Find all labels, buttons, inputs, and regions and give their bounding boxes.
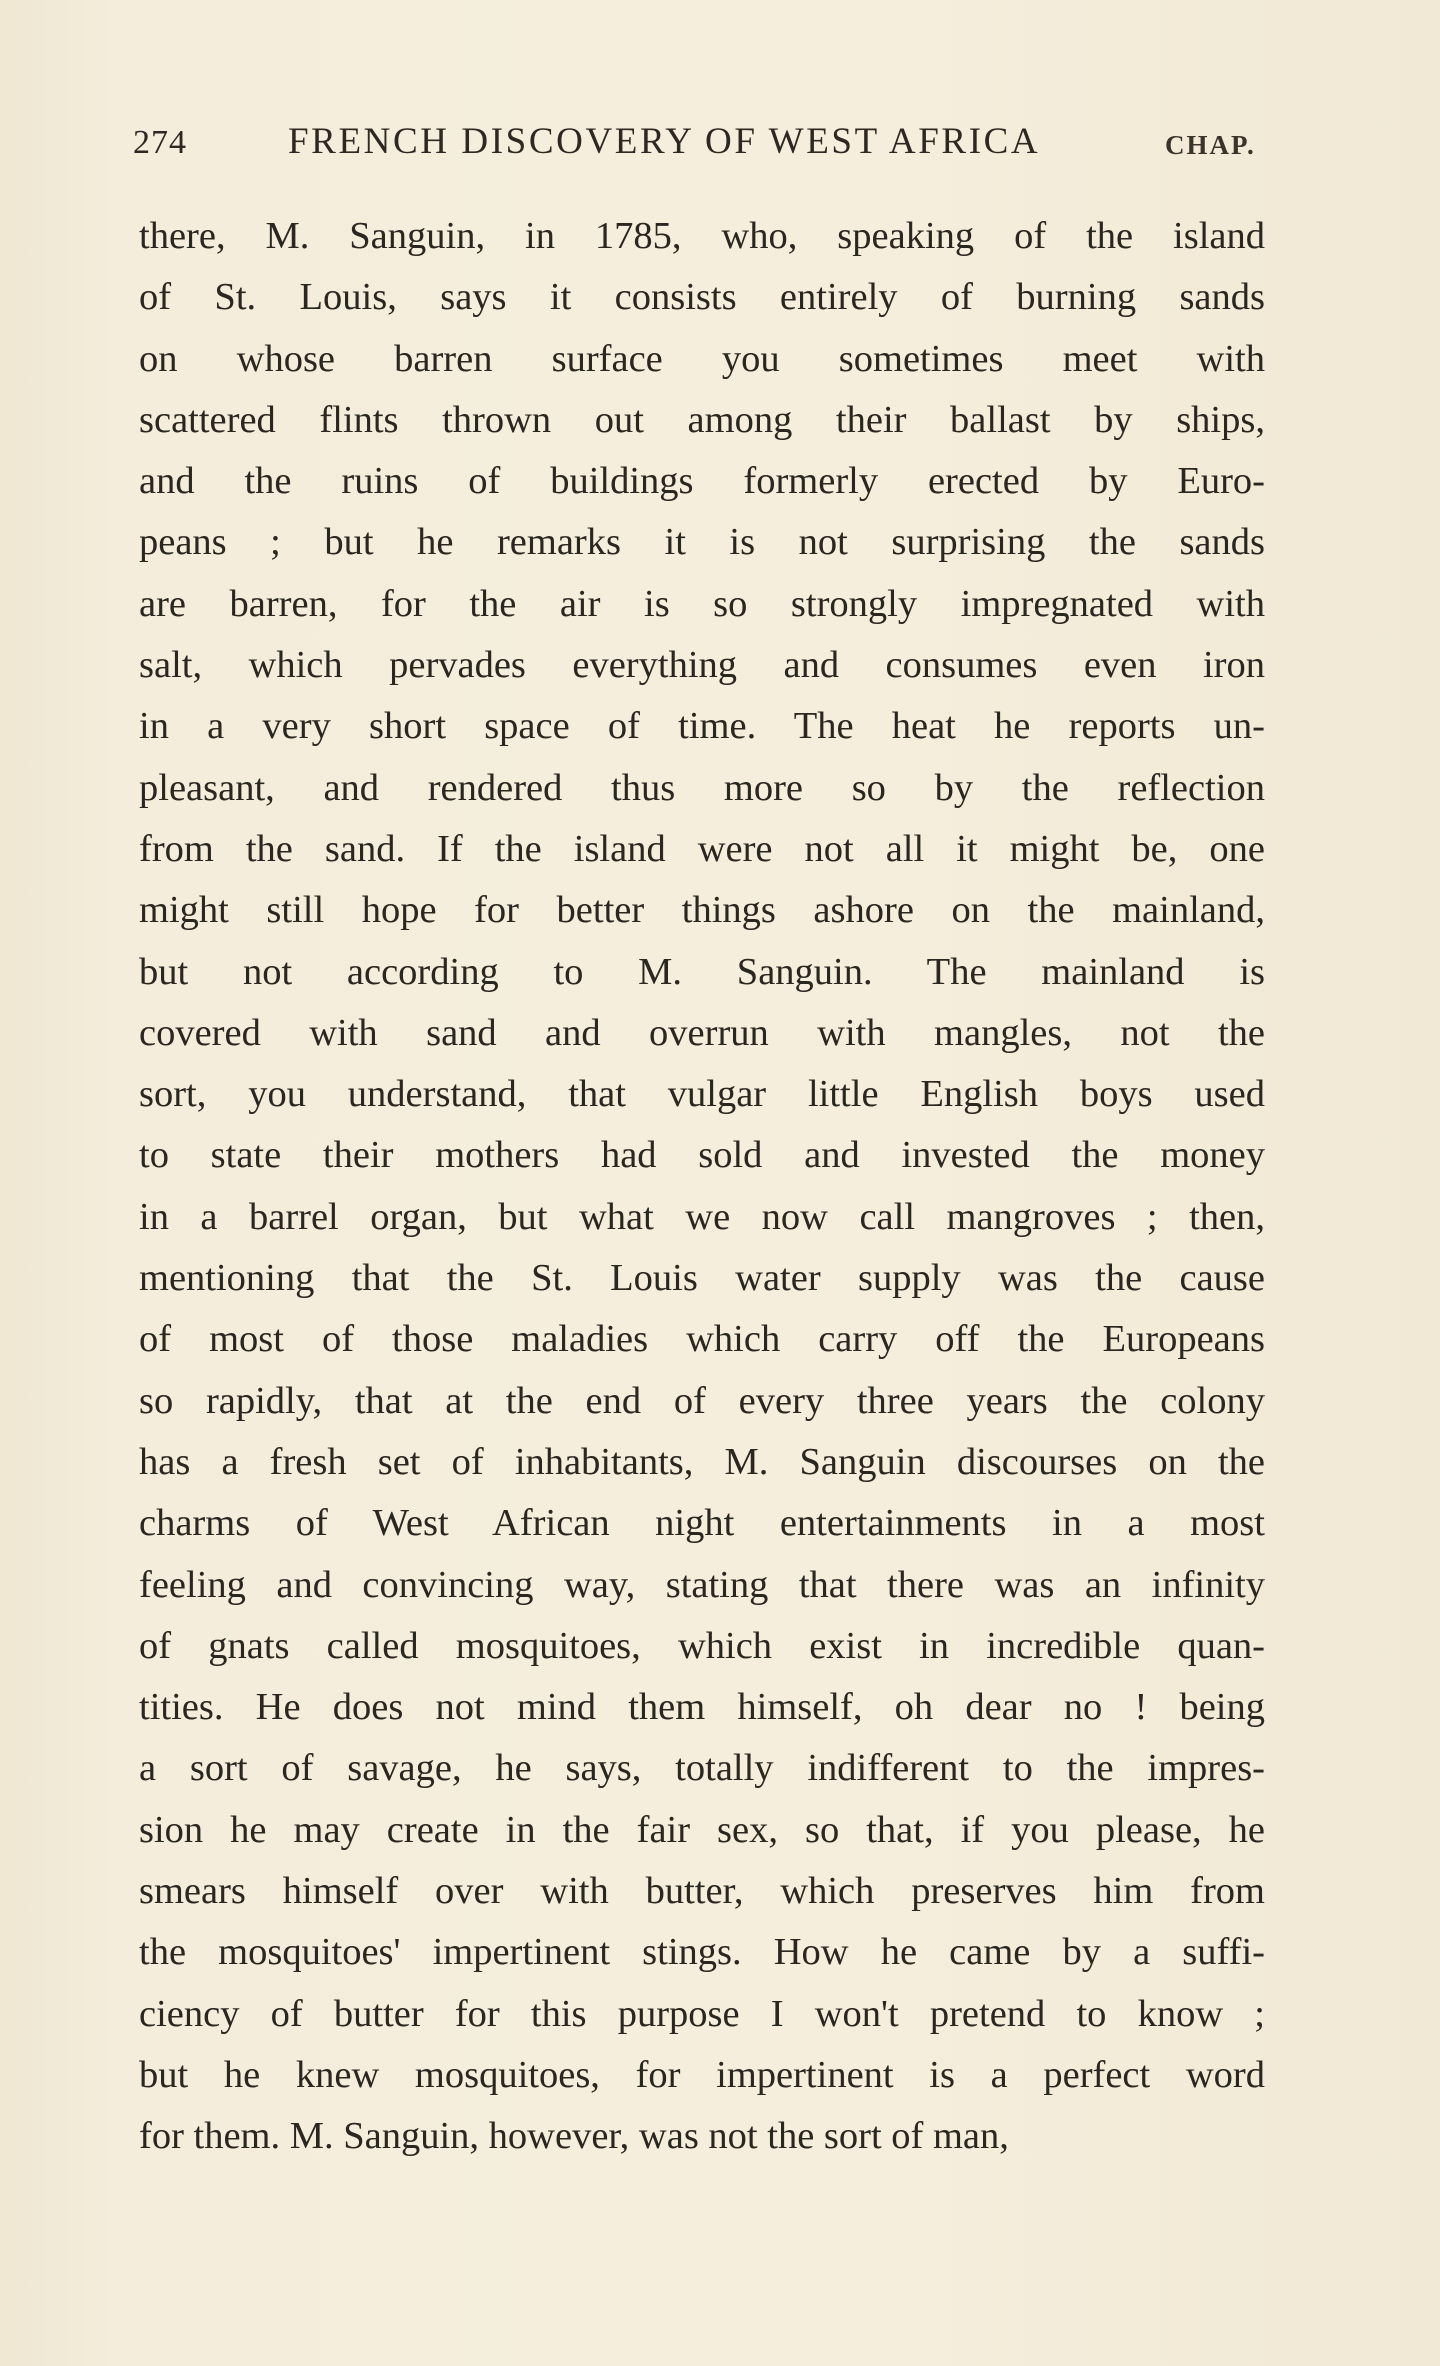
text-line: pleasant, and rendered thus more so by the reflection	[139, 766, 1265, 809]
text-line: has a fresh set of inhabitants, M. Sanguin discourses on the	[139, 1440, 1265, 1483]
text-line: might still hope for better things ashore on the mainland,	[139, 889, 1265, 932]
text-line: but not according to M. Sanguin. The mainland is	[139, 950, 1265, 993]
text-line: for them. M. Sanguin, however, was not the sort of man,	[139, 2115, 1009, 2158]
text-line: in a barrel organ, but what we now call mangroves ; then,	[139, 1195, 1265, 1238]
text-line: sion he may create in the fair sex, so that, if you please, he	[139, 1808, 1265, 1851]
text-line: of St. Louis, says it consists entirely of burning sands	[139, 276, 1265, 319]
text-line: and the ruins of buildings formerly erected by Euro-	[139, 460, 1265, 503]
text-line: scattered flints thrown out among their ballast by ships,	[139, 398, 1265, 441]
text-line: but he knew mosquitoes, for impertinent is a perfect word	[139, 2053, 1265, 2096]
text-line: smears himself over with butter, which preserves him from	[139, 1870, 1265, 1913]
text-line: feeling and convincing way, stating that there was an infinity	[139, 1563, 1265, 1606]
text-line: a sort of savage, he says, totally indifferent to the impres-	[139, 1747, 1265, 1790]
running-title: FRENCH DISCOVERY OF WEST AFRICA	[288, 121, 1041, 162]
text-line: salt, which pervades everything and consumes even iron	[139, 644, 1265, 687]
body-text	[139, 206, 1265, 2168]
text-line: peans ; but he remarks it is not surprising the sands	[139, 521, 1265, 564]
text-line: to state their mothers had sold and invested the money	[139, 1134, 1265, 1177]
text-line: tities. He does not mind them himself, oh dear no ! being	[139, 1686, 1265, 1729]
text-line: of most of those maladies which carry off the Europeans	[139, 1318, 1265, 1361]
text-line: charms of West African night entertainments in a most	[139, 1502, 1265, 1545]
page-number: 274	[133, 124, 187, 161]
text-line: sort, you understand, that vulgar little English boys used	[139, 1073, 1265, 1116]
text-line: covered with sand and overrun with mangles, not the	[139, 1011, 1265, 1054]
text-line: on whose barren surface you sometimes meet with	[139, 337, 1265, 380]
text-line: from the sand. If the island were not all it might be, one	[139, 827, 1265, 870]
text-line: in a very short space of time. The heat he reports un-	[139, 705, 1265, 748]
text-line: are barren, for the air is so strongly impregnated with	[139, 582, 1265, 625]
chapter-label: CHAP.	[1165, 130, 1256, 160]
text-line: mentioning that the St. Louis water supply was the cause	[139, 1257, 1265, 1300]
running-header	[133, 118, 1265, 168]
text-line: there, M. Sanguin, in 1785, who, speaking of the island	[139, 215, 1265, 257]
text-line: ciency of butter for this purpose I won't pretend to know ;	[139, 1992, 1265, 2035]
text-line: of gnats called mosquitoes, which exist in incredible quan-	[139, 1624, 1265, 1667]
text-line: so rapidly, that at the end of every three years the colony	[139, 1379, 1265, 1422]
text-line: the mosquitoes' impertinent stings. How he came by a suffi-	[139, 1931, 1265, 1974]
